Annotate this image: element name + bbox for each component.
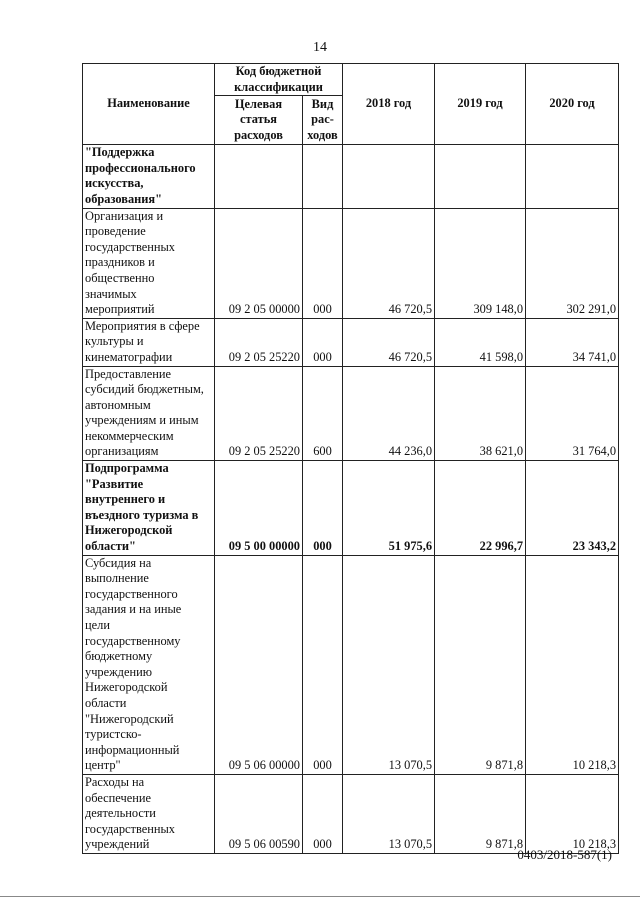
cell-kind: 600 xyxy=(303,366,343,461)
cell-2020: 10 218,3 xyxy=(526,555,619,774)
cell-kind: 000 xyxy=(303,461,343,556)
cell-2019: 9 871,8 xyxy=(435,774,526,853)
cell-2020 xyxy=(526,145,619,208)
cell-2018: 46 720,5 xyxy=(343,318,435,366)
cell-2019: 309 148,0 xyxy=(435,208,526,318)
table-row xyxy=(83,145,619,208)
cell-code: 09 5 06 00590 xyxy=(215,774,303,853)
document-code: 0403/2018-587(1) xyxy=(517,847,612,862)
cell-2020: 302 291,0 xyxy=(526,208,619,318)
cell-2020: 10 218,3 xyxy=(526,774,619,853)
cell-name: Подпрограмма "Развитие внутреннего и въездного туризма в Нижегородской области" xyxy=(83,461,215,556)
cell-name: Предоставление субсидий бюджетным, автономным учреждениям и иным некоммерческим организациям xyxy=(83,366,215,461)
cell-name: Мероприятия в сфере культуры и кинематографии xyxy=(83,318,215,366)
cell-name: Субсидия на выполнение государственного задания и на иные цели государственному бюджетному учреждению Нижегородской области "Нижегородский туристско- информационный центр" xyxy=(83,555,215,774)
header-kind: Вид рас-ходов xyxy=(303,96,343,145)
header-2019: 2019 год xyxy=(435,64,526,145)
table-row xyxy=(83,366,619,461)
header-code-group: Код бюджетной классификации xyxy=(215,64,343,96)
cell-code: 09 2 05 00000 xyxy=(215,208,303,318)
header-target: Целевая статья расходов xyxy=(215,96,303,145)
cell-code: 09 2 05 25220 xyxy=(215,366,303,461)
header-name: Наименование xyxy=(83,64,215,145)
cell-kind: 000 xyxy=(303,318,343,366)
table-row xyxy=(83,774,619,853)
cell-kind: 000 xyxy=(303,555,343,774)
cell-2018: 13 070,5 xyxy=(343,774,435,853)
table-row xyxy=(83,208,619,318)
cell-code xyxy=(215,145,303,208)
cell-kind: 000 xyxy=(303,208,343,318)
cell-2018: 51 975,6 xyxy=(343,461,435,556)
cell-2018: 13 070,5 xyxy=(343,555,435,774)
cell-2019: 22 996,7 xyxy=(435,461,526,556)
cell-2019: 9 871,8 xyxy=(435,555,526,774)
header-2018: 2018 год xyxy=(343,64,435,145)
bottom-divider xyxy=(0,896,640,897)
cell-code: 09 5 06 00000 xyxy=(215,555,303,774)
table-row xyxy=(83,555,619,774)
page-number: 14 xyxy=(313,40,327,55)
cell-code: 09 2 05 25220 xyxy=(215,318,303,366)
budget-table xyxy=(82,63,619,854)
cell-2020: 23 343,2 xyxy=(526,461,619,556)
cell-2020: 34 741,0 xyxy=(526,318,619,366)
cell-name: "Поддержка профессионального искусства, образования" xyxy=(83,145,215,208)
cell-kind: 000 xyxy=(303,774,343,853)
table-row xyxy=(83,318,619,366)
header-2020: 2020 год xyxy=(526,64,619,145)
cell-2019: 38 621,0 xyxy=(435,366,526,461)
cell-2020: 31 764,0 xyxy=(526,366,619,461)
cell-code: 09 5 00 00000 xyxy=(215,461,303,556)
cell-2018 xyxy=(343,145,435,208)
cell-2018: 44 236,0 xyxy=(343,366,435,461)
cell-2018: 46 720,5 xyxy=(343,208,435,318)
cell-2019: 41 598,0 xyxy=(435,318,526,366)
cell-kind xyxy=(303,145,343,208)
cell-2019 xyxy=(435,145,526,208)
cell-name: Расходы на обеспечение деятельности государственных учреждений xyxy=(83,774,215,853)
cell-name: Организация и проведение государственных праздников и общественно значимых мероприятий xyxy=(83,208,215,318)
table-row xyxy=(83,461,619,556)
